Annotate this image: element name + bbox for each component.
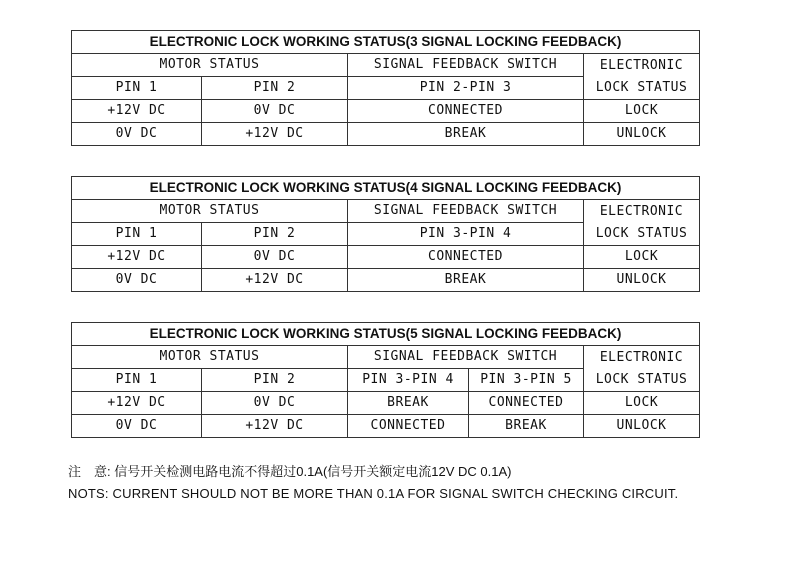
pin1-value: 0V DC	[72, 123, 202, 146]
pin1-value: +12V DC	[72, 392, 202, 415]
lock-status-value: UNLOCK	[584, 269, 700, 292]
switch-value: CONNECTED	[348, 246, 584, 269]
lock-status-value: LOCK	[584, 246, 700, 269]
lock-status-table-3-signal	[71, 30, 700, 146]
pin1-value: 0V DC	[72, 269, 202, 292]
table-row	[72, 123, 700, 146]
lock-status-header: ELECTRONIC LOCK STATUS	[584, 346, 700, 392]
note-english: NOTS: CURRENT SHOULD NOT BE MORE THAN 0.1A FOR SIGNAL SWITCH CHECKING CIRCUIT.	[68, 486, 679, 501]
pin1-header: PIN 1	[72, 223, 202, 246]
switch-pins-header: PIN 2-PIN 3	[348, 77, 584, 100]
switch-b-value: BREAK	[469, 415, 584, 438]
switch-b-value: CONNECTED	[469, 392, 584, 415]
pin1-value: +12V DC	[72, 246, 202, 269]
switch-a-value: CONNECTED	[348, 415, 469, 438]
pin2-header: PIN 2	[202, 77, 348, 100]
table-title: ELECTRONIC LOCK WORKING STATUS(5 SIGNAL LOCKING FEEDBACK)	[72, 323, 700, 346]
motor-status-header: MOTOR STATUS	[72, 200, 348, 223]
switch-value: BREAK	[348, 269, 584, 292]
lock-status-header: ELECTRONIC LOCK STATUS	[584, 200, 700, 246]
lock-status-header: ELECTRONIC LOCK STATUS	[584, 54, 700, 100]
pin2-header: PIN 2	[202, 369, 348, 392]
switch-pins-header: PIN 3-PIN 4	[348, 223, 584, 246]
pin1-value: 0V DC	[72, 415, 202, 438]
table-row	[72, 415, 700, 438]
note-chinese: 注 意: 信号开关检测电路电流不得超过0.1A(信号开关额定电流12V DC 0.1A)	[68, 464, 512, 479]
switch-pins-b-header: PIN 3-PIN 5	[469, 369, 584, 392]
lock-status-value: UNLOCK	[584, 415, 700, 438]
lock-status-value: UNLOCK	[584, 123, 700, 146]
pin2-value: 0V DC	[202, 392, 348, 415]
table-row	[72, 246, 700, 269]
switch-pins-a-header: PIN 3-PIN 4	[348, 369, 469, 392]
table-title: ELECTRONIC LOCK WORKING STATUS(3 SIGNAL LOCKING FEEDBACK)	[72, 31, 700, 54]
pin1-header: PIN 1	[72, 369, 202, 392]
pin2-value: +12V DC	[202, 415, 348, 438]
pin2-value: 0V DC	[202, 100, 348, 123]
motor-status-header: MOTOR STATUS	[72, 54, 348, 77]
signal-switch-header: SIGNAL FEEDBACK SWITCH	[348, 54, 584, 77]
pin2-value: +12V DC	[202, 123, 348, 146]
motor-status-header: MOTOR STATUS	[72, 346, 348, 369]
pin2-header: PIN 2	[202, 223, 348, 246]
table-title: ELECTRONIC LOCK WORKING STATUS(4 SIGNAL LOCKING FEEDBACK)	[72, 177, 700, 200]
lock-status-value: LOCK	[584, 100, 700, 123]
switch-value: BREAK	[348, 123, 584, 146]
table-row	[72, 392, 700, 415]
pin2-value: +12V DC	[202, 269, 348, 292]
table-row	[72, 100, 700, 123]
pin1-value: +12V DC	[72, 100, 202, 123]
table-row	[72, 269, 700, 292]
lock-status-table-4-signal	[71, 176, 700, 292]
lock-status-table-5-signal	[71, 322, 700, 438]
pin1-header: PIN 1	[72, 77, 202, 100]
switch-a-value: BREAK	[348, 392, 469, 415]
pin2-value: 0V DC	[202, 246, 348, 269]
switch-value: CONNECTED	[348, 100, 584, 123]
signal-switch-header: SIGNAL FEEDBACK SWITCH	[348, 200, 584, 223]
lock-status-value: LOCK	[584, 392, 700, 415]
signal-switch-header: SIGNAL FEEDBACK SWITCH	[348, 346, 584, 369]
